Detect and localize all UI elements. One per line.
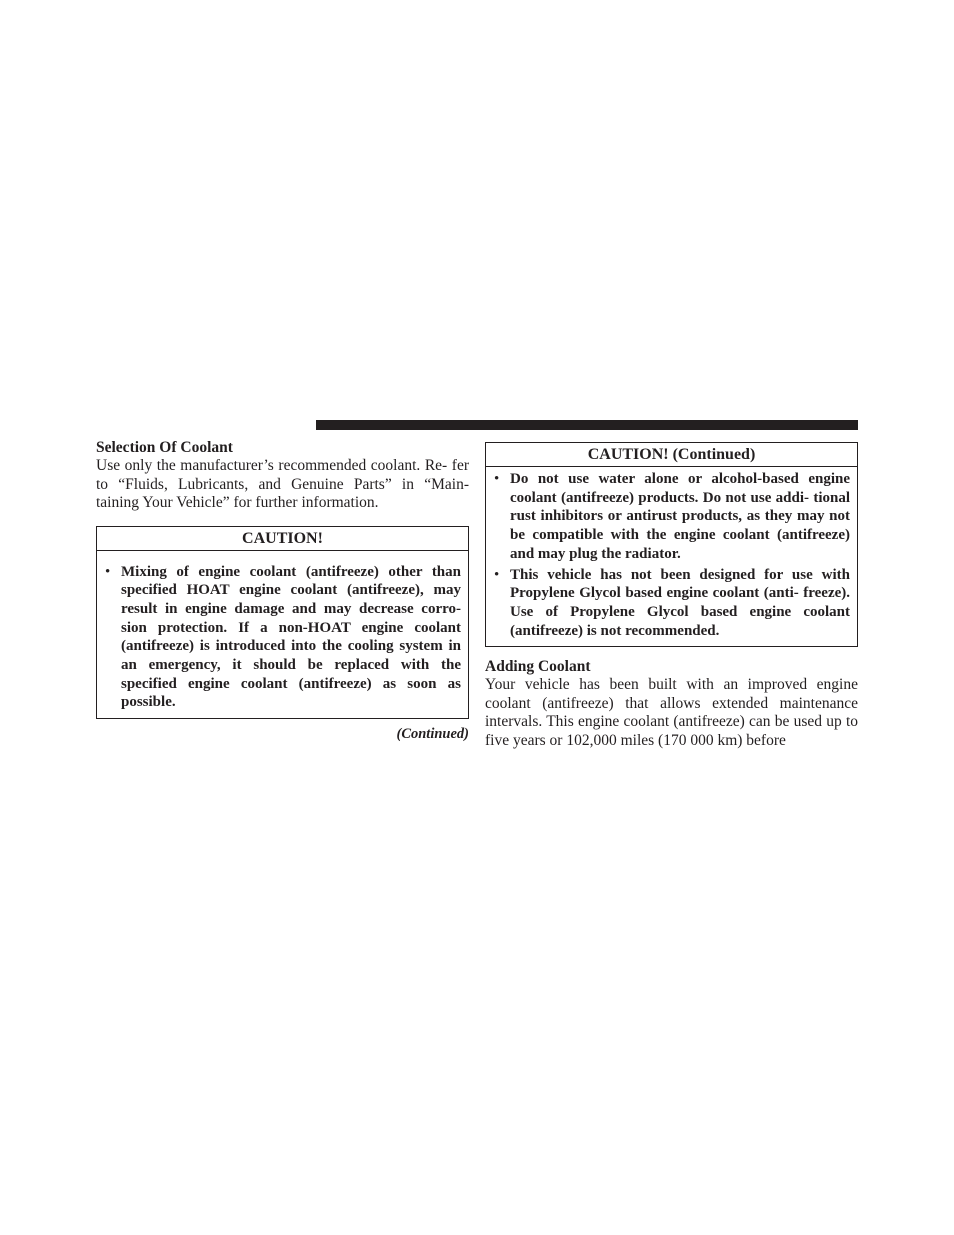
section-heading-adding-coolant: Adding Coolant	[485, 658, 591, 676]
paragraph-line: taining Your Vehicle” for further information.	[96, 494, 379, 511]
caution-list	[97, 551, 468, 719]
caution-line: (antifreeze) and may plug the radiator.	[510, 527, 850, 562]
caution-line: specified HOAT engine coolant (antifreeze), may	[121, 582, 461, 599]
caution-continued-box	[485, 442, 858, 647]
caution-line: may not be compatible with the engine coolant	[510, 508, 851, 544]
caution-bullet-item	[97, 563, 468, 713]
paragraph-line: coolant (antifreeze) that allows extended maintenance	[485, 694, 858, 712]
caution-line: Mixing of engine coolant (antifreeze) other than	[121, 563, 461, 580]
paragraph-line: to five years or 102,000 miles (170 000 km) before	[485, 713, 859, 749]
continued-label: (Continued)	[396, 726, 469, 743]
caution-line: sion protection. If a non-HOAT engine coolant	[121, 619, 461, 636]
paragraph-line: Use only the manufacturer’s recommended coolant. Re-	[96, 457, 448, 474]
caution-title: CAUTION!	[97, 527, 468, 551]
caution-line: possible.	[121, 694, 176, 711]
caution-line: Do not use water alone or alcohol-based engine	[510, 471, 850, 487]
caution-continued-list	[486, 467, 857, 646]
paragraph-line: intervals. This engine coolant (antifreeze) can be used up	[485, 713, 842, 731]
caution-line: in an emergency, it should be replaced with the	[121, 638, 461, 674]
caution-line: result in engine damage and may decrease corro-	[121, 600, 461, 617]
section-header-bar	[316, 420, 858, 430]
caution-line: (antifreeze) is introduced into the cooling system	[121, 638, 443, 655]
bullet-icon: •	[105, 563, 111, 580]
caution-line: This vehicle has not been designed for use with	[510, 566, 850, 583]
paragraph-line: fer to “Fluids, Lubricants, and Genuine Parts” in “Main-	[96, 457, 469, 493]
caution-line: coolant (antifreeze) products. Do not use addi-	[510, 489, 810, 506]
caution-line: freeze). Use of Propylene Glycol based engine	[510, 585, 851, 620]
caution-continued-title: CAUTION! (Continued)	[486, 443, 857, 467]
section-heading-selection-of-coolant: Selection Of Coolant	[96, 439, 233, 456]
selection-paragraph	[96, 457, 469, 513]
caution-line: specified engine coolant (antifreeze) as soon as	[121, 675, 461, 692]
caution-line: coolant (antifreeze) is not recommended.	[510, 603, 851, 639]
caution-box	[96, 526, 469, 720]
bullet-icon: •	[494, 566, 500, 583]
left-column	[96, 438, 469, 743]
paragraph-line: Your vehicle has been built with an improved engine	[485, 676, 858, 694]
caution-line: Propylene Glycol based engine coolant (anti-	[510, 585, 799, 602]
bullet-icon: •	[494, 471, 500, 487]
adding-coolant-paragraph	[485, 676, 858, 750]
caution-line: tional rust inhibitors or antirust products, as they	[510, 489, 851, 525]
caution-bullet-item	[486, 566, 857, 641]
right-column	[485, 438, 858, 750]
caution-bullet-item	[486, 470, 857, 564]
